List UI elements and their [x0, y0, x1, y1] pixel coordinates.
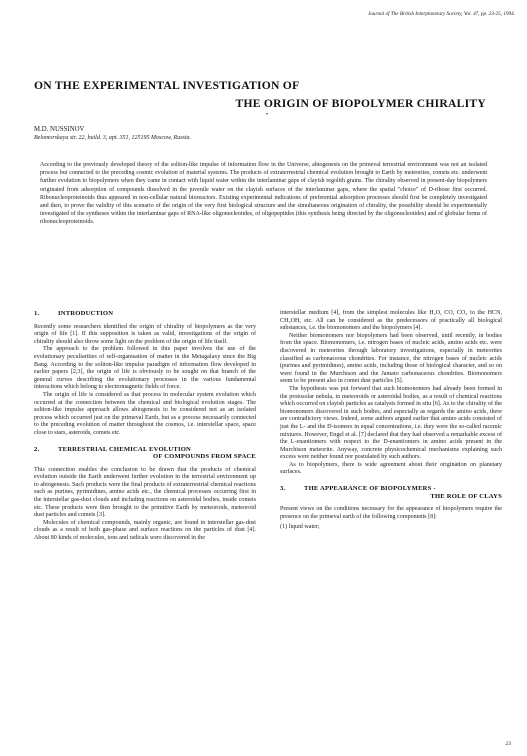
- paragraph: The approach to the problem followed in this paper involves the use of the evolutionary peculiarities of self-organisation of matter in the Metagalaxy since the Big Bang. According to the soliton-like impulse paradigm of information flow developed in earlier papers [2,3], the origin of life is obviously to be sought on that branch of the general curves describing the evolutionary processes in the various fundamental interactions which belong to electromagnetic fields of force.: [34, 346, 256, 391]
- list-item: (1) liquid water;: [280, 524, 320, 531]
- author-address: Belomorskaya str. 22, build. 3, apt. 351, 125195 Moscow, Russia.: [34, 135, 192, 141]
- section-2-heading: [34, 446, 256, 454]
- paragraph: Present views on the conditions necessary for the appearance of biopolymers require the presence on the primeval earth of the following components [8]:: [280, 506, 502, 520]
- paragraph: Neither biomonomers nor biopolymers had been observed, until recently, in bodies from the space. Biomonomers, i.e. nitrogen bases of nucleic acids, amino acids etc. were discovered in meteorites through laboratory investigations, especially in meteorites classified as carbonaceous chondrites. For instance, the nitrogen bases of nucleic acids (purines and pyrimidines), amino acids, including those of biological character, and so on were found in the Murchison and the Jamato carbonaceous chondrites. Biomonomers seem to be present also in comet dust particles [5].: [280, 332, 502, 385]
- author-name: M.D. NUSSINOV: [34, 126, 85, 133]
- paragraph: Molecules of chemical compounds, mainly organic, are found in interstellar gas-dust clouds as a result of both gas-phase and surface reactions on the particles of dust [4]. About 80 kinds of molecules, ions and radicals were discovered in the: [34, 519, 256, 542]
- section-1-heading: [34, 310, 256, 318]
- section-number: 3.: [280, 485, 286, 493]
- page-number: 23: [505, 741, 511, 747]
- section-2-heading-cont: OF COMPOUNDS FROM SPACE: [153, 453, 256, 461]
- article-title-line-1: ON THE EXPERIMENTAL INVESTIGATION OF: [34, 79, 300, 92]
- paragraph: interstellar medium [4], from the simplest molecules like H₂O, CO, CO₂ to the HCN, CH₃OH, etc. All can be considered as the predecessors of practically all biological substances, i.e. the biomonomers and the biopolymers [4].: [280, 310, 502, 332]
- section-number: 2.: [34, 445, 40, 453]
- paragraph: Recently some researchers identified the origin of chirality of biopolymers as the very origin of life [1]. If this supposition is taken as valid, investigations of the origin of chirality should also throw some light on the problem of the origin of life itself.: [34, 323, 256, 345]
- paragraph: The hypothesis was put forward that such biomonomers had already been formed in the protosolar nebula, in meteoroids or asteroidal bodies, as a result of chemical reactions which occurred on clayish particles as catalysts formed in situ [6]. As to the chirality of the biomonomers discovered in such bodies, and especially as regards the amino acids, there are contradictory views. Indeed, some authors argued earlier that amino acids consisted of just the L- and the D-isomers in equal concentrations, i.e. they were the so-called racemic mixtures. However, Engel et al. [7] declared that they had observed a remarkable excess of the L-enantiomers with respect to the D-enantiomers in amino acids present in the Murchison meteorite. Anyway, concrete physicochemical mechanisms explaining such excess were neither found nor postulated by such authors.: [280, 385, 502, 461]
- section-title-a: TERRESTRIAL CHEMICAL EVOLUTION: [58, 445, 192, 453]
- section-number: 1.: [34, 310, 40, 317]
- left-column: [34, 310, 256, 543]
- paragraph: As to biopolymers, there is wide agreement about their origination on planetary surfaces.: [280, 461, 502, 476]
- decorative-dot: •: [266, 112, 269, 118]
- abstract: According to the previously developed theory of the soliton-like impulse of information flow in the Universe, abiogenesis on the primeval terrestrial environment was not an isolated process but connected to the preceding cosmic evolution of material systems. The products of extraterrestrial chemical evolution brought to Earth by meteorites, comets etc. underwent further evolution to biopolymers when they came in contact with liquid water within the interlaminar gaps of clayish regolith grains. The chirality observed in present-day biopolymers originated from adsorption of compounds dissolved in the juvenile water on the clayish surfaces of the interlaminar gaps, where the spatial "choice" of D-ribose first occurred. Ribonucleoproteinoids thus appeared in non-cellular natural bioreactors. Existing experimental indications of preferential adsorption processes should first be completely investigated and then, to prove the validity of this scenario of the origin of the very first biological structure and the simultaneous origination of chirality, the possibility should be experimentally investigated of the syntheses within the interlaminar gaps of RNA-like oligonucleotides, of oligopeptides (this synthesis being directed by the oligonucleotides) and of globular forms of ribonucleoproteinoids.: [40, 162, 487, 226]
- article-title-line-2: THE ORIGIN OF BIOPOLYMER CHIRALITY: [235, 97, 486, 110]
- paragraph: The origin of life is considered as that process in molecular system evolution which occurred at the connection between the chemical and biological evolution stages. The soliton-like impulse approach allows abiogenesis to be considered not as an isolated process which occurred just on the primeval Earth, but as a process necessarily connected to the preceding evolution of matter throughout the cosmos, i.e. interstellar space, space close to stars, asteroids, comets etc.: [34, 391, 256, 436]
- section-3-heading: [280, 485, 502, 493]
- section-3-heading-cont: THE ROLE OF CLAYS: [430, 492, 502, 500]
- journal-citation: Journal of The British Interplanetary Society, Vol. 47, pp. 23-25, 1994.: [368, 11, 515, 17]
- right-column: [280, 310, 502, 532]
- section-title: INTRODUCTION: [58, 310, 114, 317]
- paragraph: This connection enables the conclusion to be drawn that the products of chemical evolution outside the Earth underwent further evolution in the terrestrial environment up to abiogenesis. Such products were the final products of extraterrestrial chemical reactions such as purines, pyrimidines, amino acids etc., the chemical processes occurring first in the interstellar gas-dust clouds and including reactions on asteroidal bodies, inside comets etc. These products were then brought to the primitive Earth by meteoroids, meteoroid dust particles and comets [3].: [34, 466, 256, 519]
- section-title-a: THE APPEARANCE OF BIOPOLYMERS -: [304, 485, 436, 493]
